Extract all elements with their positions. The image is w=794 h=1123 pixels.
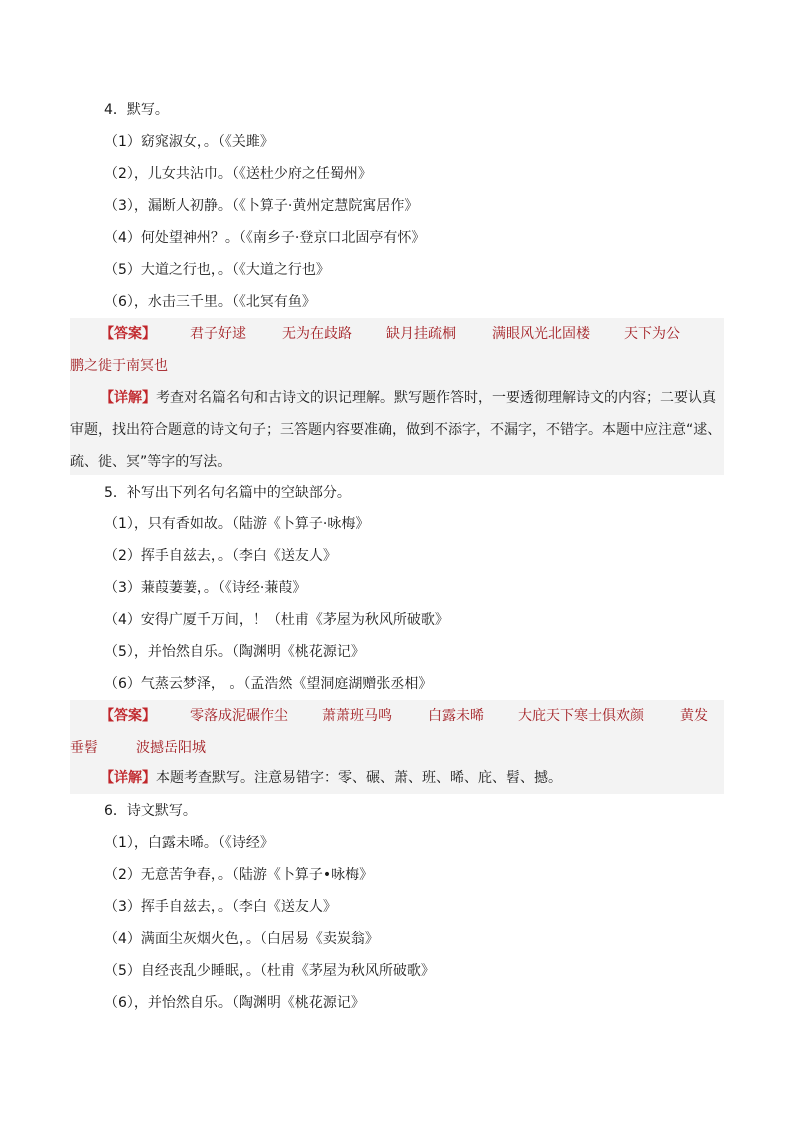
answer-item: 零落成泥碾作尘 [190,708,288,724]
answer-item: 满眼风光北固楼 [492,326,590,342]
question-5-item-3: （3）蒹葭萋萋，。（《诗经·蒹葭》 [104,580,307,596]
question-4-item-1: （1）窈窕淑女，。（《关雎》 [104,134,274,150]
question-6-title: 6．诗文默写。 [104,803,197,819]
question-5-item-4: （4）安得广厦千万间，！（杜甫《茅屋为秋风所破歌》 [104,612,449,628]
question-6-item-3: （3）挥手自兹去，。（李白《送友人》 [104,899,337,915]
question-4-item-6: （6），水击三千里。（《北冥有鱼》 [104,294,316,310]
question-6-item-1: （1），白露未晞。（《诗经》 [104,835,274,851]
question-4-item-2: （2），儿女共沾巾。（《送杜少府之任蜀州》 [104,166,372,182]
answer-item: 萧萧班马鸣 [322,708,392,724]
detail-label: 【详解】 [100,770,156,786]
question-5-title: 5．补写出下列名句名篇中的空缺部分。 [104,485,351,501]
question-6-item-2: （2）无意苦争春，。（陆游《卜算子•咏梅》 [104,867,374,883]
answer-item: 鹏之徙于南冥也 [70,358,168,374]
detail-text-line-2: 审题，找出符合题意的诗文句子；三答题内容要准确，做到不添字，不漏字，不错字。本题中应注意“逑、 [70,422,722,438]
question-5-item-2: （2）挥手自兹去，。（李白《送友人》 [104,548,337,564]
detail-text-line-3: 疏、徙、冥”等字的写法。 [70,454,232,470]
detail-label: 【详解】 [100,390,156,406]
answer-item: 无为在歧路 [282,326,352,342]
question-5-item-5: （5），并怡然自乐。（陶渊明《桃花源记》 [104,644,365,660]
detail-text-line-1: 考查对名篇名句和古诗文的识记理解。默写题作答时，一要透彻理解诗文的内容；二要认真 [156,390,716,406]
answer-label: 【答案】 [100,708,156,724]
answer-item: 垂髫 [70,740,98,756]
detail-text-line-1: 本题考查默写。注意易错字：零、碾、萧、班、晞、庇、髫、撼。 [156,770,562,786]
question-4-item-5: （5）大道之行也，。（《大道之行也》 [104,262,330,278]
question-4-title: 4．默写。 [104,102,169,118]
answer-item: 大庇天下寒士俱欢颜 [518,708,644,724]
question-4-item-4: （4）何处望神州？。（《南乡子·登京口北固亭有怀》 [104,230,426,246]
question-6-item-6: （6），并怡然自乐。（陶渊明《桃花源记》 [104,995,365,1011]
question-5-item-6: （6）气蒸云梦泽， 。（孟浩然《望洞庭湖赠张丞相》 [104,676,433,692]
answer-item: 缺月挂疏桐 [386,326,456,342]
question-4-item-3: （3），漏断人初静。（《卜算子·黄州定慧院寓居作》 [104,198,419,214]
answer-item: 白露未晞 [428,708,484,724]
question-4-answer-box [70,318,724,475]
answer-item: 波撼岳阳城 [136,740,206,756]
question-6-item-5: （5）自经丧乱少睡眠，。（杜甫《茅屋为秋风所破歌》 [104,963,435,979]
question-6-item-4: （4）满面尘灰烟火色，。（白居易《卖炭翁》 [104,931,379,947]
question-5-answer-box [70,700,724,794]
answer-item: 君子好逑 [190,326,246,342]
answer-item: 黄发 [680,708,708,724]
question-5-item-1: （1），只有香如故。（陆游《卜算子·咏梅》 [104,516,370,532]
answer-label: 【答案】 [100,326,156,342]
answer-item: 天下为公 [624,326,680,342]
